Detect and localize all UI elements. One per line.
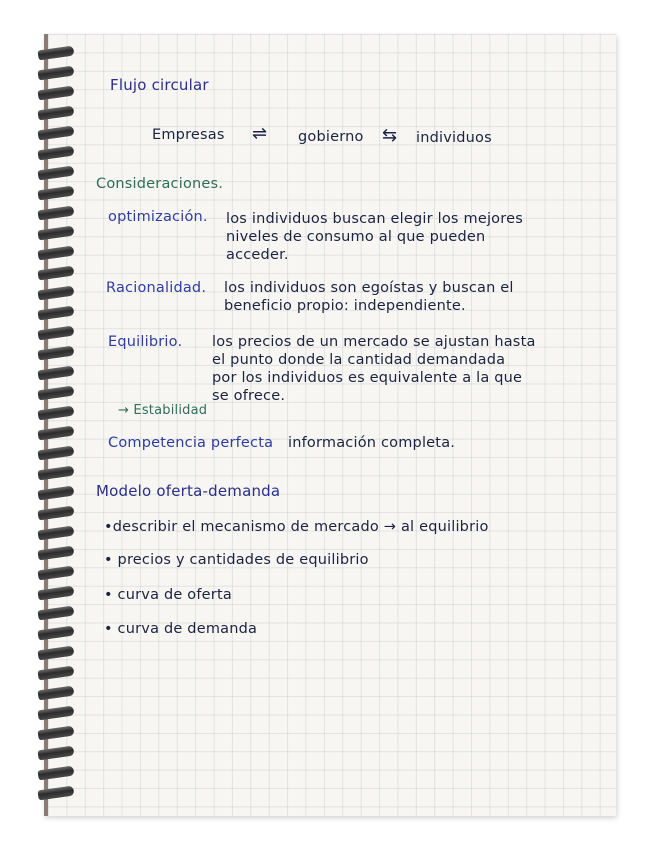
equilibrio-line-2: el punto donde la cantidad demandada [212, 352, 506, 368]
modelo-bullet-4: • curva de demanda [104, 621, 258, 637]
consideraciones-heading: Consideraciones. [96, 176, 224, 192]
equilibrio-line-1: los precios de un mercado se ajustan hasta [212, 334, 536, 350]
flow-empresas: Empresas [152, 127, 225, 143]
equilibrio-label: Equilibrio. [108, 334, 183, 350]
racionalidad-line-1: los individuos son egoístas y buscan el [224, 280, 514, 296]
racionalidad-line-2: beneficio propio: independiente. [224, 298, 466, 314]
page-title: Flujo circular [110, 76, 209, 94]
optimizacion-line-2: niveles de consumo al que pueden [226, 229, 486, 245]
flow-arrow-1: ⇌ [252, 123, 268, 144]
modelo-bullet-2: • precios y cantidades de equilibrio [104, 552, 369, 568]
flow-individuos: individuos [416, 130, 492, 146]
notebook-page [44, 34, 616, 816]
flow-arrow-2: ⇆ [382, 125, 398, 146]
competencia-text: información completa. [288, 435, 456, 451]
optimizacion-label: optimización. [108, 209, 208, 225]
competencia-label: Competencia perfecta [108, 435, 274, 451]
equilibrio-line-3: por los individuos es equivalente a la que [212, 370, 523, 386]
flow-gobierno: gobierno [298, 129, 364, 145]
optimizacion-line-3: acceder. [226, 247, 289, 263]
estabilidad-note: → Estabilidad [118, 403, 208, 418]
equilibrio-line-4: se ofrece. [212, 388, 286, 404]
optimizacion-line-1: los individuos buscan elegir los mejores [226, 211, 523, 227]
modelo-bullet-1: •describir el mecanismo de mercado → al equilibrio [104, 519, 489, 535]
spiral-binding [38, 40, 78, 810]
modelo-bullet-3: • curva de oferta [104, 587, 232, 603]
racionalidad-label: Racionalidad. [106, 280, 207, 296]
modelo-title: Modelo oferta-demanda [96, 482, 281, 500]
